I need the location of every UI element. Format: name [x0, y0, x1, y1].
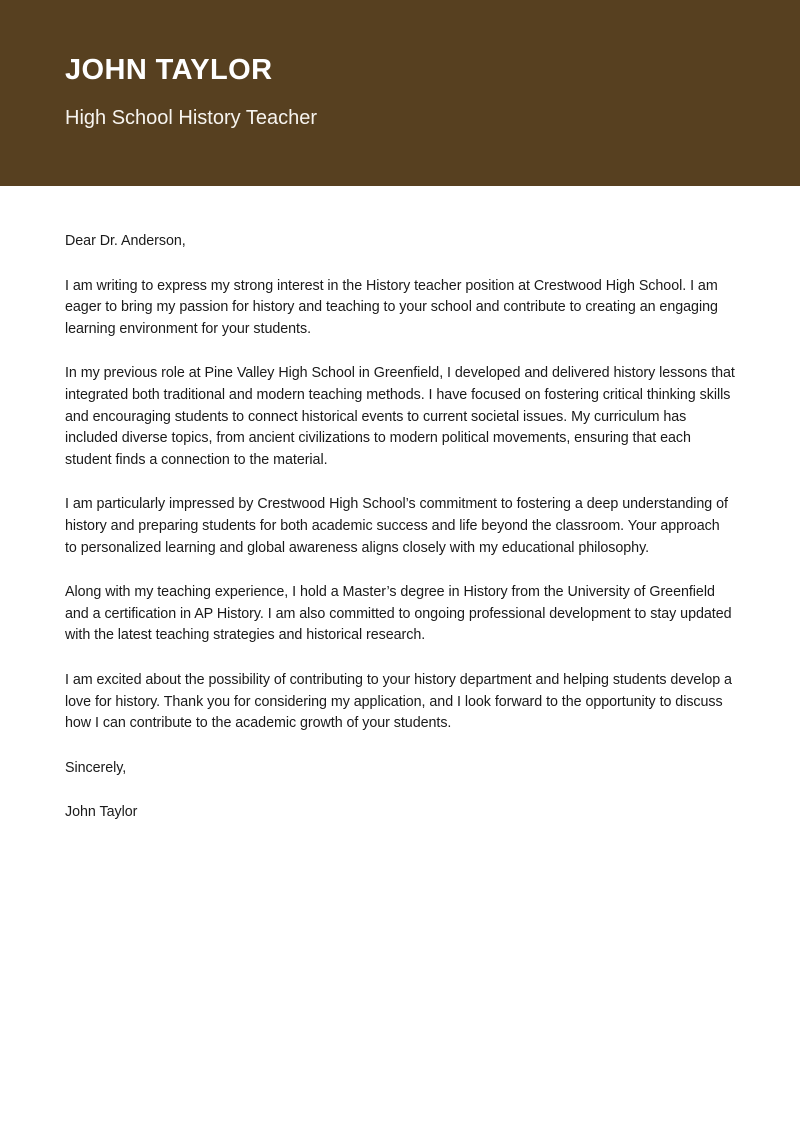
letter-body — [0, 186, 800, 824]
letter-paragraph: I am excited about the possibility of contributing to your history department and helping students develop a love for history. Thank you for considering my application, and I look forward to the opportunity to discuss how I can contribute to the academic growth of your students. — [65, 671, 732, 732]
candidate-job-title: High School History Teacher — [65, 107, 317, 130]
letter-header-band — [0, 0, 800, 186]
letter-paragraph: In my previous role at Pine Valley High School in Greenfield, I developed and delivered history lessons that integrated both traditional and modern teaching methods. I have focused on fostering critical thinking skills and encouraging students to connect historical events to current societal issues. My curriculum has included diverse topics, from ancient civilizations to modern political movements, ensuring that each student finds a connection to the material. — [65, 365, 735, 468]
letter-paragraph: I am particularly impressed by Crestwood High School’s commitment to fostering a deep understanding of history and preparing students for both academic success and life beyond the classroom. Your approach to personalized learning and global awareness aligns closely with my educational philosophy. — [65, 496, 728, 556]
letter-salutation: Dear Dr. Anderson, — [65, 233, 186, 249]
candidate-name: JOHN TAYLOR — [65, 53, 273, 86]
letter-closing-phrase: Sincerely, — [65, 759, 127, 776]
letter-paragraph: I am writing to express my strong interest in the History teacher position at Crestwood High School. I am eager to bring my passion for history and teaching to your school and contribute to creating an engaging learning environment for your students. — [65, 277, 718, 337]
letter-signature-name: John Taylor — [65, 804, 138, 821]
letter-paragraph: Along with my teaching experience, I hold a Master’s degree in History from the University of Greenfield and a certification in AP History. I am also committed to ongoing professional development to stay updated with the latest teaching strategies and historical research. — [65, 584, 732, 644]
